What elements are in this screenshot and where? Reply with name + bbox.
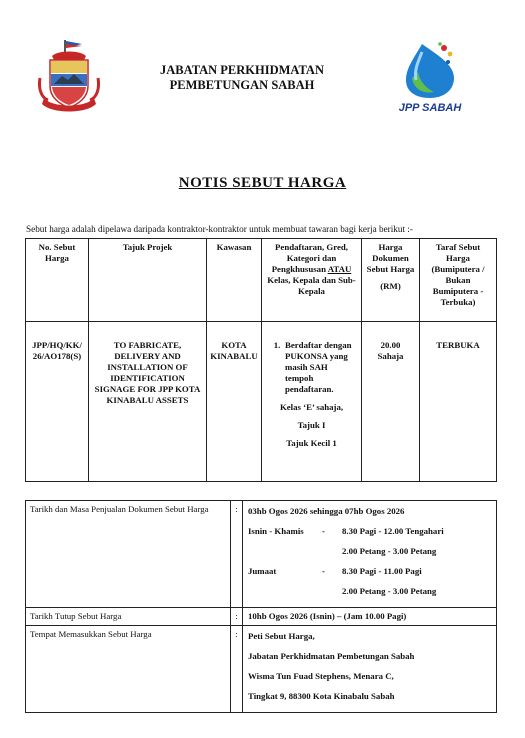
cell-tajuk: TO FABRICATE, DELIVERY AND INSTALLATION OF IDENTIFICATION SIGNAGE FOR JPP KOTA KINABALU ASSETS (89, 322, 207, 482)
jumaat-time-1: 8.30 Pagi - 11.00 Pagi (342, 566, 422, 576)
header-taraf: Taraf Sebut Harga (Bumiputera / Bukan Bumiputera - Terbuka) (420, 239, 497, 322)
tutup-value: 10hb Ogos 2026 (Isnin) – (Jam 10.00 Pagi) (243, 608, 497, 626)
tempat-line-4: Tingkat 9, 88300 Kota Kinabalu Sabah (248, 691, 395, 701)
header-no: No. Sebut Harga (26, 239, 89, 322)
tempat-label: Tempat Memasukkan Sebut Harga (26, 626, 231, 713)
header-pendaftaran (262, 239, 362, 322)
colon: : (231, 626, 243, 713)
isnin-label: Isnin - Khamis (248, 526, 304, 536)
cell-pendaftaran (262, 322, 362, 482)
tempat-line-3: Wisma Tun Fuad Stephens, Menara C, (248, 671, 394, 681)
header-pendaftaran-post: Kelas, Kepala dan Sub-Kepala (267, 275, 356, 296)
isnin-time-2: 2.00 Petang - 3.00 Petang (342, 546, 437, 556)
agency-name (120, 63, 364, 93)
jualan-value (243, 501, 497, 608)
tender-table (25, 238, 497, 482)
notice-title: NOTIS SEBUT HARGA (178, 175, 347, 191)
cond-pukonsa: PUKONSA (285, 351, 328, 361)
tempat-value (243, 626, 497, 713)
colon: : (231, 501, 243, 608)
schedule-table (25, 500, 497, 713)
jualan-label: Tarikh dan Masa Penjualan Dokumen Sebut Harga (26, 501, 231, 608)
jumaat-time-2: 2.00 Petang - 3.00 Petang (342, 586, 437, 596)
jpp-logo-text: JPP SABAH (398, 102, 462, 114)
dash: - (322, 566, 325, 576)
table-header-row (26, 239, 497, 322)
cell-kawasan: KOTA KINABALU (207, 322, 262, 482)
cond-tajuk-kecil: Tajuk Kecil 1 (286, 438, 337, 448)
schedule-row-jualan (26, 501, 497, 608)
header-tajuk: Tajuk Projek (89, 239, 207, 322)
schedule-row-tutup (26, 608, 497, 626)
dash: - (322, 526, 325, 536)
header-harga-unit: (RM) (380, 281, 401, 291)
header-harga (362, 239, 420, 322)
cell-taraf: TERBUKA (420, 322, 497, 482)
cond-text-pre: Berdaftar dengan (285, 340, 352, 350)
agency-line-1: JABATAN PERKHIDMATAN (159, 63, 324, 77)
cond-kelas: Kelas ‘E’ sahaja, (279, 402, 344, 412)
schedule-row-tempat (26, 626, 497, 713)
harga-value: 20.00 (380, 340, 401, 350)
cell-no: JPP/HQ/KK/ 26/AO178(S) (26, 322, 89, 482)
tempat-line-1: Peti Sebut Harga, (248, 631, 315, 641)
intro-text: Sebut harga adalah dipelawa daripada kontraktor-kontraktor untuk membuat tawaran bagi kerja berikut :- (26, 224, 413, 234)
jualan-dates: 03hb Ogos 2026 sehingga 07hb Ogos 2026 (248, 506, 405, 516)
letterhead (0, 0, 525, 130)
sabah-crest-icon (38, 38, 100, 116)
jpp-water-drop-icon (400, 38, 462, 100)
agency-line-2: PEMBETUNGAN SABAH (169, 78, 315, 92)
cond-number: 1. (273, 340, 281, 350)
cond-text-post: yang masih SAH tempoh pendaftaran. (285, 351, 348, 394)
colon: : (231, 608, 243, 626)
header-kawasan: Kawasan (207, 239, 262, 322)
cell-harga (362, 322, 420, 482)
isnin-time-1: 8.30 Pagi - 12.00 Tengahari (342, 526, 444, 536)
header-pendaftaran-atau: ATAU (327, 264, 352, 274)
header-pendaftaran-pre: Pendaftaran, Gred, Kategori dan Pengkhususan (271, 242, 348, 274)
harga-note: Sahaja (377, 351, 404, 361)
tempat-line-2: Jabatan Perkhidmatan Pembetungan Sabah (248, 651, 415, 661)
cond-tajuk-i: Tajuk I (297, 420, 326, 430)
jumaat-label: Jumaat (248, 566, 277, 576)
table-row (26, 322, 497, 482)
tutup-label: Tarikh Tutup Sebut Harga (26, 608, 231, 626)
header-harga-label: Harga Dokumen Sebut Harga (366, 242, 415, 274)
